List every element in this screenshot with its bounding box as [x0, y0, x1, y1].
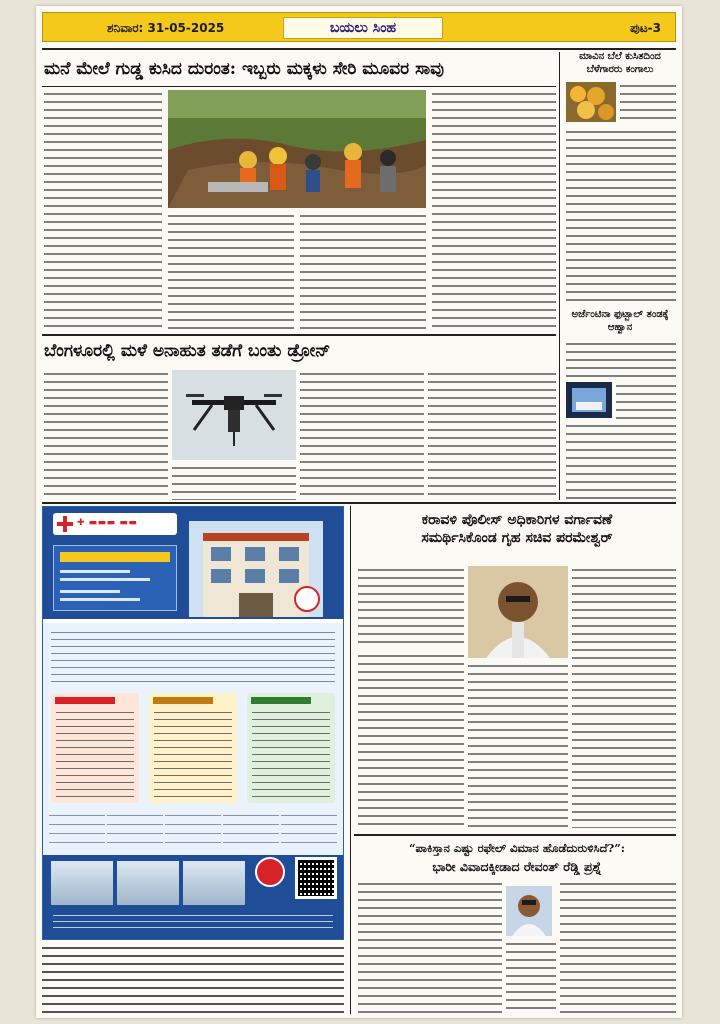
rule: [42, 334, 556, 336]
article-body-drone-3: [428, 370, 556, 500]
medical-cross-icon: [57, 516, 73, 532]
article-body-police: [358, 566, 464, 648]
ward-photo: [183, 861, 245, 905]
article-body-police-2: [572, 566, 676, 716]
drone-photo: [172, 370, 296, 460]
hospital-advertisement: [42, 506, 344, 940]
landslide-photo: [168, 90, 426, 208]
ad-service-box: [247, 693, 335, 803]
health-camp-banner: [53, 545, 177, 611]
article-body-police-5: [572, 720, 676, 828]
newspaper-title: ಬಯಲು ಸಿಂಹ: [283, 17, 443, 39]
ad-service-box: [51, 693, 139, 803]
column-divider: [350, 506, 351, 1014]
article-body-landslide-4: [432, 90, 556, 330]
article-body-rafale-3: [560, 880, 676, 1014]
article-body-rafale: [358, 880, 502, 1014]
ad-services-section: [43, 623, 343, 855]
article-body-police-3: [358, 652, 464, 828]
mango-brief-body: [566, 128, 676, 304]
headline-drone: ಬೆಂಗಳೂರಲ್ಲಿ ಮಳೆ ಅನಾಹುತ ತಡೆಗೆ ಬಂತು ಡ್ರೋನ್: [44, 341, 331, 361]
headline-mango-brief: ಮಾವಿನ ಬೆಲೆ ಕುಸಿತದಿಂದ ಬೆಳೆಗಾರರು ಕಂಗಾಲು: [579, 51, 661, 75]
rule: [42, 86, 556, 87]
ad-header: [43, 507, 343, 619]
ward-photo: [117, 861, 179, 905]
headline-landslide: ಮನೆ ಮೇಲೆ ಗುಡ್ಡ ಕುಸಿದ ದುರಂತ: ಇಬ್ಬರು ಮಕ್ಕಳು ಸೇರಿ ಮೂವರ ಸಾವು: [44, 59, 444, 79]
article-body-landslide-2: [168, 212, 294, 330]
drone-photo-caption: [172, 464, 296, 500]
home-minister-photo: [468, 566, 568, 658]
ward-photo: [51, 861, 113, 905]
newspaper-page: [36, 6, 682, 1018]
football-brief-body: [566, 422, 676, 500]
ad-service-box: [149, 693, 237, 803]
issue-date: ಶನಿವಾರ: 31-05-2025: [107, 21, 225, 35]
rule: [42, 502, 676, 504]
ad-address: [53, 913, 333, 931]
headline-police-line2: ಸಮರ್ಥಿಸಿಕೊಂಡ ಗೃಹ ಸಚಿವ ಪರಮೇಶ್ವರ್: [421, 530, 613, 546]
column-divider: [559, 52, 560, 500]
article-body-police-4: [468, 662, 568, 828]
article-body-drone-2: [300, 370, 424, 500]
mango-brief-text: [620, 82, 676, 124]
advertisement-caption-text: [42, 944, 344, 1016]
headline-rafale-line2: ಭಾರೀ ವಿವಾದಕ್ಕೀಡಾದ ರೇವಂತ್ ರೆಡ್ಡಿ ಪ್ರಶ್ನೆ: [432, 859, 602, 874]
headline-football-brief: ಅರ್ಜೆಂಟಿನಾ ಫುಟ್ಬಾಲ್ ತಂಡಕ್ಕೆ ಆಹ್ವಾನ: [571, 309, 669, 333]
masthead: [42, 12, 676, 42]
football-photo: [566, 382, 612, 418]
revanth-reddy-photo: [506, 886, 552, 936]
qr-code: [295, 857, 337, 899]
football-brief-text-2: [616, 382, 676, 420]
article-body-landslide: [44, 90, 162, 330]
article-body-rafale-2: [506, 940, 556, 1014]
ad-service-list: [51, 629, 335, 685]
ad-footer: [43, 855, 343, 939]
article-body-landslide-3: [300, 212, 426, 330]
24x7-badge-icon: [255, 857, 285, 887]
hospital-building-photo: [189, 521, 323, 617]
hospital-logo: [53, 513, 177, 535]
page-number: ಪುಟ-3: [630, 21, 661, 35]
headline-rafale-line1: “ಪಾಕಿಸ್ತಾನ ಎಷ್ಟು ರಫೇಲ್ ವಿಮಾನ ಹೊಡೆದುರುಳಿಸಿದೆ?”:: [408, 841, 626, 855]
ad-doctor-list: [49, 811, 337, 851]
mango-photo: [566, 82, 616, 122]
football-brief-text: [566, 340, 676, 380]
rule: [354, 834, 676, 836]
hospital-logo-wordmark: ✚ ▬▬▬ ▬▬: [77, 518, 138, 528]
headline-police-line1: ಕರಾವಳಿ ಪೊಲೀಸ್ ಅಧಿಕಾರಿಗಳ ವರ್ಗಾವಣೆ: [421, 512, 613, 528]
article-body-drone: [44, 370, 168, 500]
